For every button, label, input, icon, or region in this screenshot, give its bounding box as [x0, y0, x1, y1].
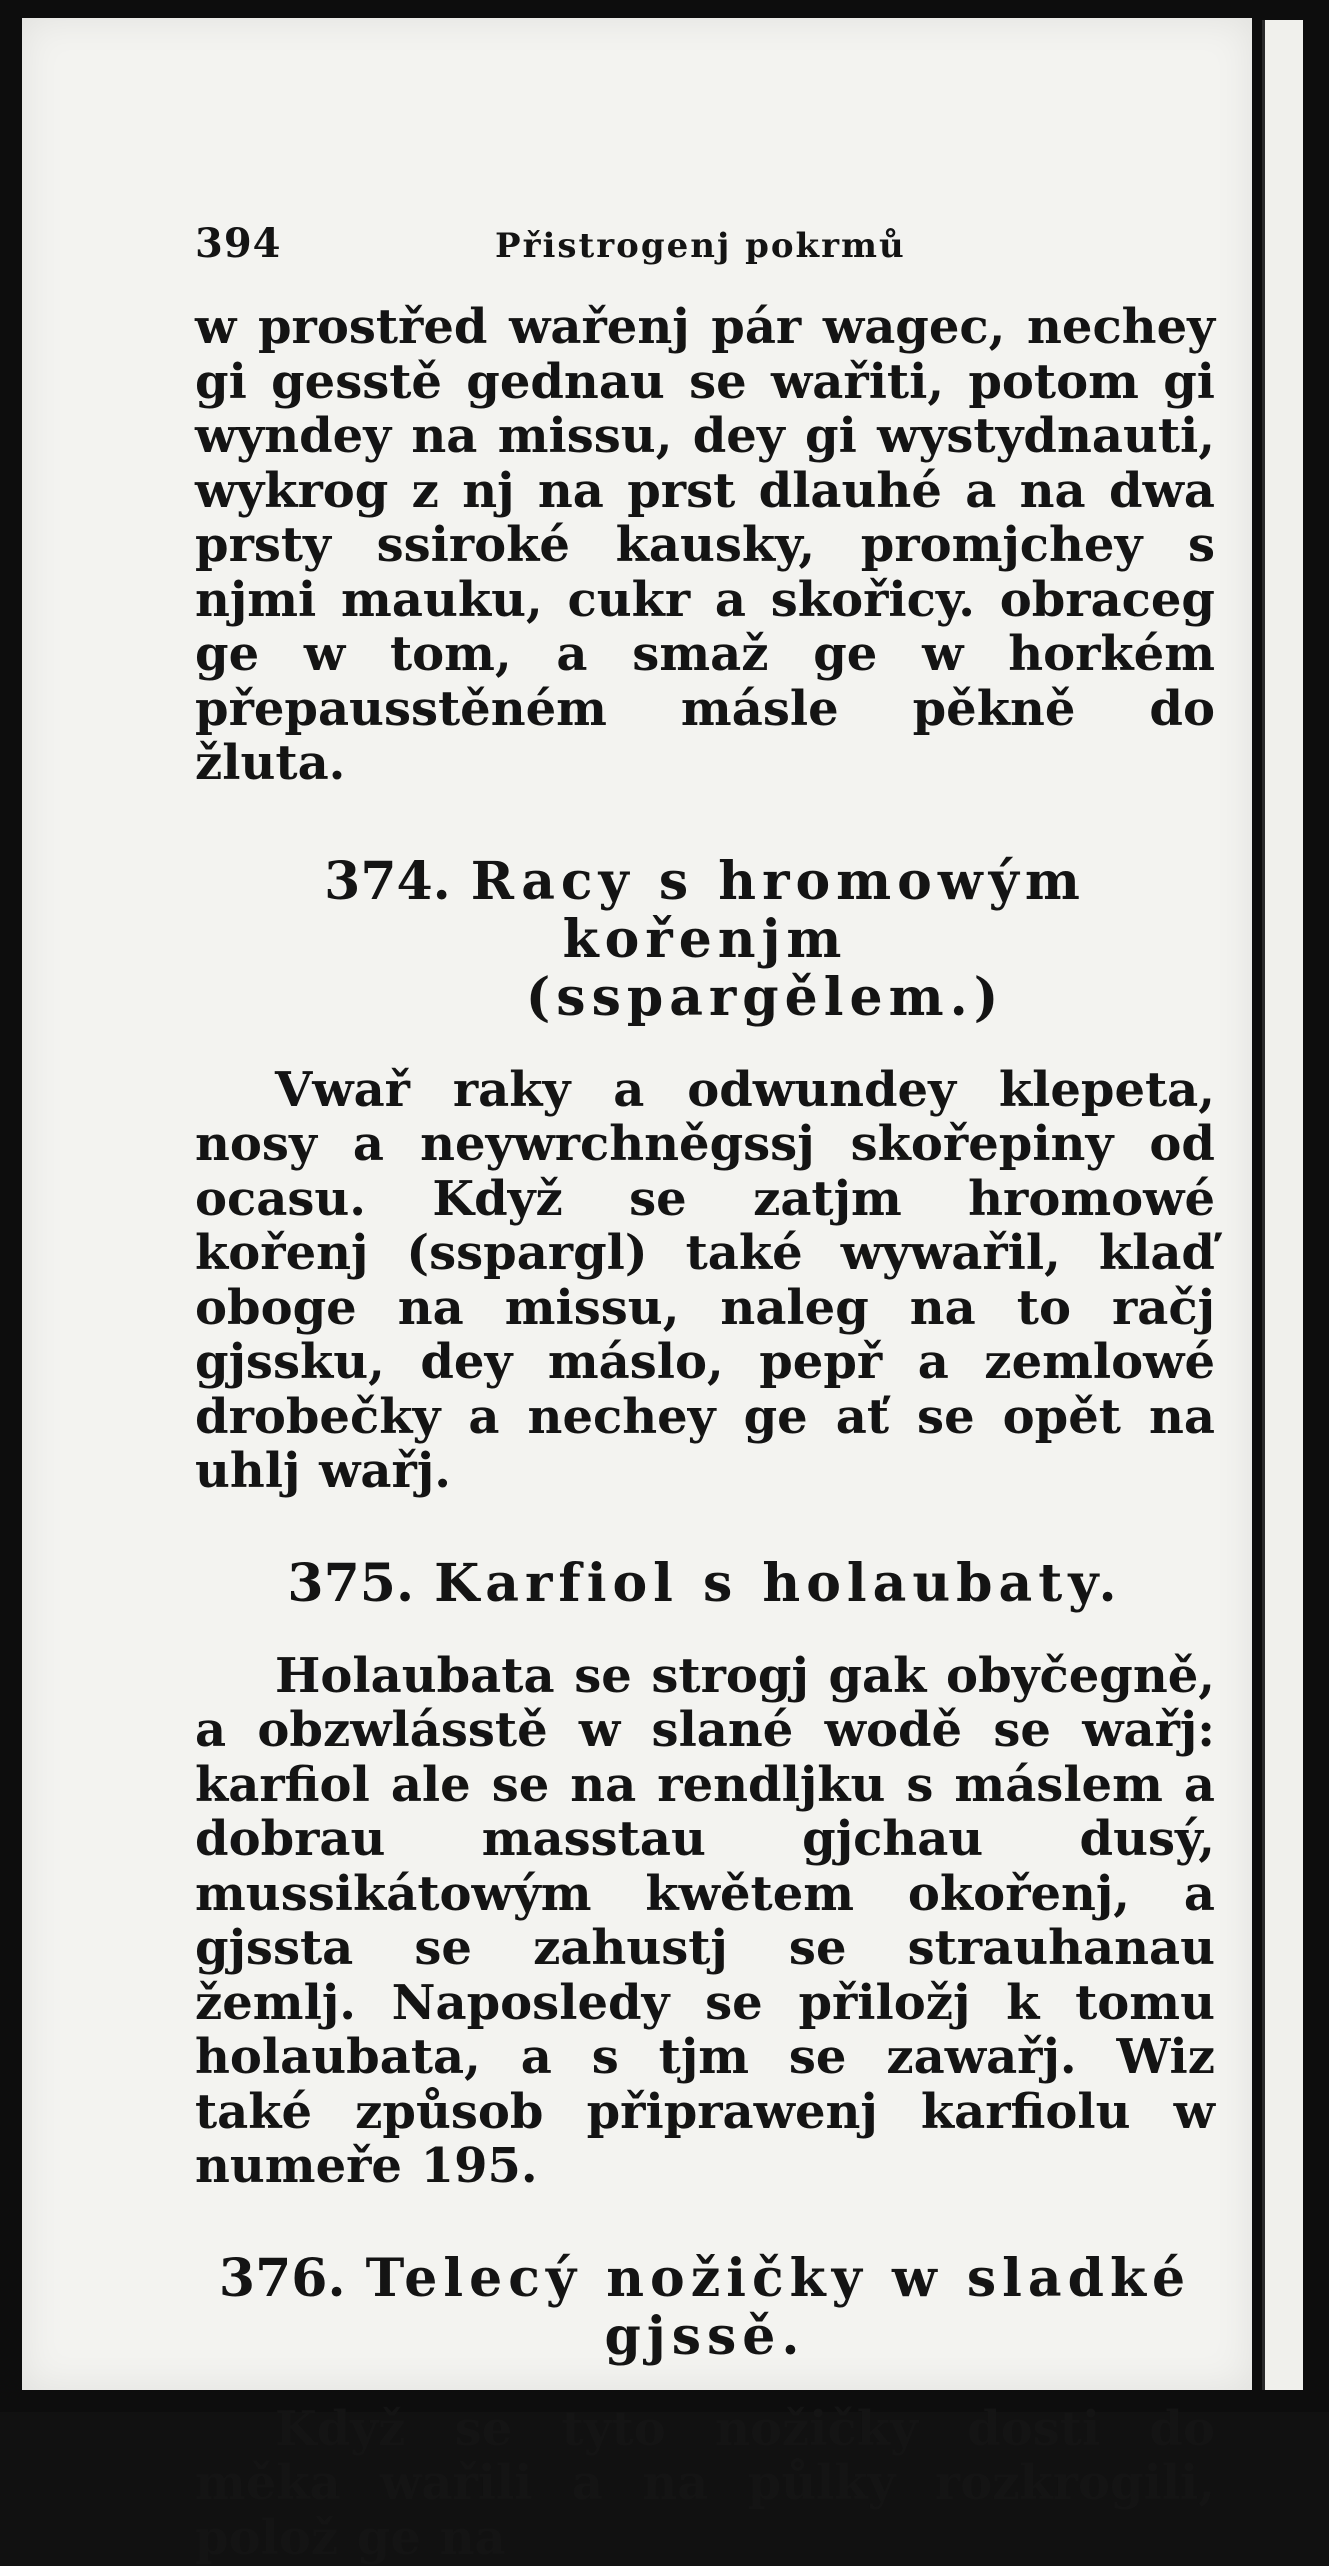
next-page-edge	[1262, 20, 1303, 2390]
recipe-body-374: Vwař raky a odwundey klepeta, nosy a neywrchněgssj skořepiny od ocasu. Když se zatjm hromowé kořenj (sspargl) také wywařil, klaď oboge na missu, naleg na to račj gjssku, dey máslo, pepř a zemlowé drobečky a nechey ge ať se opět na uhlj wařj.	[195, 1061, 1215, 1499]
recipe-heading-376	[195, 2247, 1215, 2367]
recipe-number: 374.	[324, 850, 451, 912]
continuation-paragraph: w prostřed wařenj pár wagec, nechey gi gesstě gednau se wařiti, potom gi wyndey na missu, dey gi wystydnauti, wykrog z nj na prst dlauhé a na dwa prsty ssiroké kausky, promjchey s njmi mauku, cukr a skořicy. obraceg ge w tom, a smaž ge w horkém přepausstěném másle pěkně do žluta.	[195, 299, 1215, 791]
recipe-title: Karfiol s holaubaty.	[434, 1552, 1123, 1614]
page-content	[195, 220, 1215, 2565]
recipe-body-375: Holaubata se strogj gak obyčegně, a obzwlásstě w slané wodě se wařj: karfiol ale se na rendljku s máslem a dobrau masstau gjchau dusý, mussikátowým kwětem okořenj, a gjssta se zahustj se strauhanau žemlj. Naposledy se přiložj k tomu holaubata, a s tjm se zawařj. Wiz také způsob připrawenj karfiolu w numeře 195.	[195, 1647, 1215, 2194]
running-title: Přistrogenj pokrmů	[495, 226, 906, 266]
recipe-subtitle: (sspargělem.)	[525, 966, 1005, 1028]
recipe-number: 376.	[218, 2247, 346, 2309]
page-number: 394	[195, 220, 282, 267]
recipe-heading-374	[195, 850, 1215, 1028]
page-header	[195, 220, 1215, 300]
recipe-title: Racy s hromowým kořenjm	[470, 850, 1086, 970]
recipe-title: Telecý nožičky w sladké gjssě.	[365, 2247, 1192, 2367]
recipe-body-376: Když se tyto nožičky dosti do měka wařili a na půlky rozkrogili, polož ge na	[195, 2400, 1215, 2566]
recipe-number: 375.	[287, 1552, 415, 1614]
recipe-heading-375	[195, 1552, 1215, 1614]
